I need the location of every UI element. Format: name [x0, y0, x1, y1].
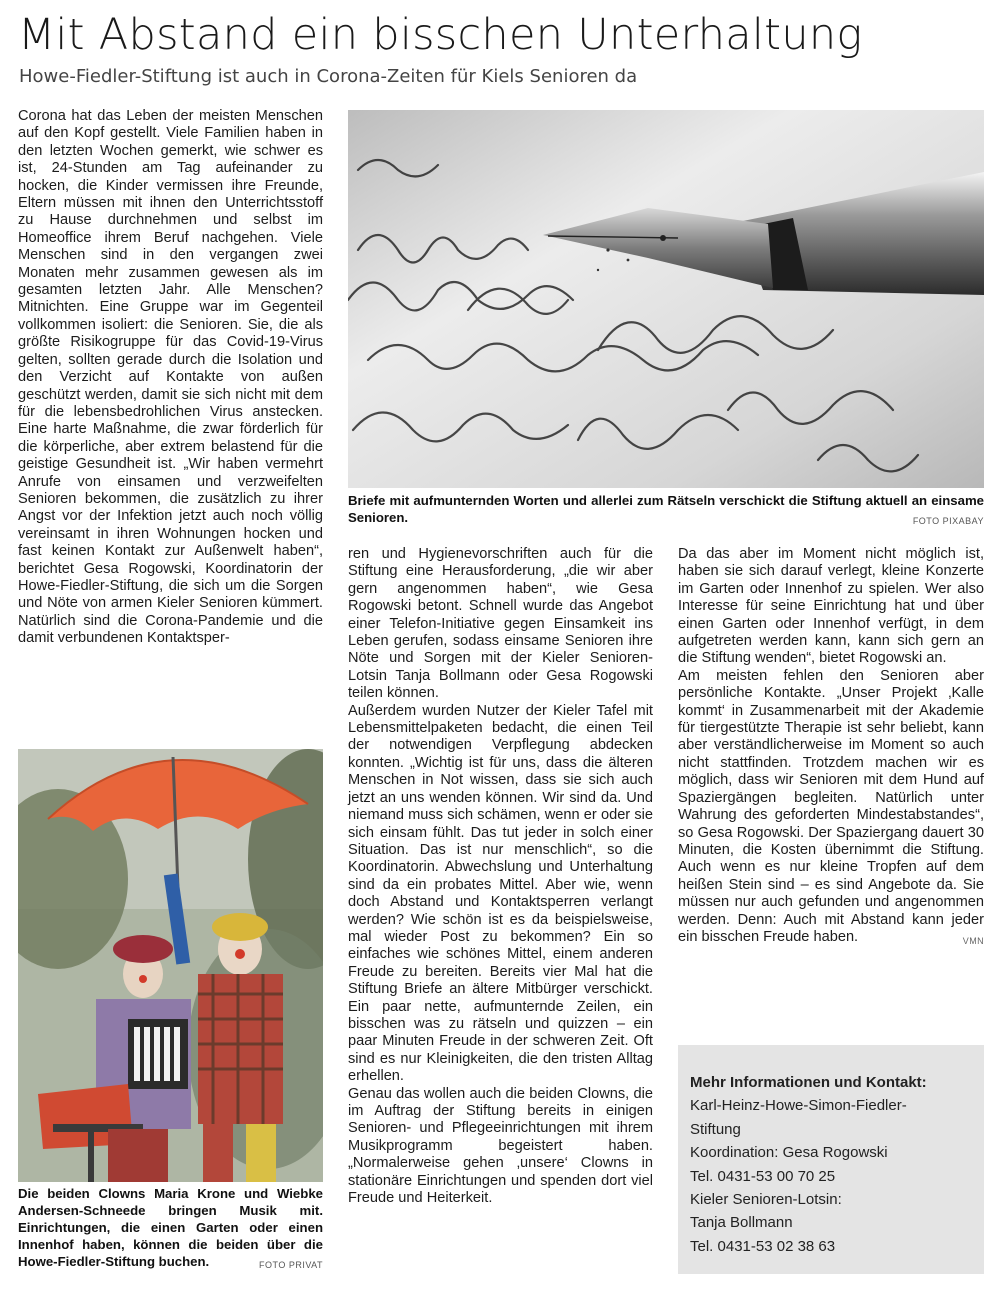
article-column-1: [18, 108, 323, 648]
subline: Howe-Fiedler-Stiftung ist auch in Corona-Zeiten für Kiels Senioren da: [19, 66, 638, 87]
clowns-photo-caption: [18, 1185, 323, 1274]
paragraph: Da das aber im Moment nicht möglich ist, haben sie sich darauf verlegt, kleine Konzerte im Garten oder Innenhof zu spielen. Wer also Interesse für seine Einrichtung hat und über einen Garten oder Innenhof verfügt, in dem aufgetreten werden kann, kann sich gern an die Stiftung wenden“, bietet Rogowski an.: [678, 546, 984, 667]
infobox-line: Koordination: Gesa Rogowski: [690, 1144, 888, 1162]
fountain-pen-photo: [348, 110, 984, 488]
paragraph: ren und Hygienevorschriften auch für die Stiftung eine Herausforderung, „die wir aber gern angenommen haben“, wie Gesa Rogowski betont. Schnell wurde das Angebot einer Telefon-Initiative gegen Einsamkeit ins Leben gerufen, sodass einsame Senioren ihre Nöte und Sorgen mit der Kieler Senioren-Lotsin Tanja Bollmann oder Gesa Rogowski teilen können.: [348, 546, 653, 702]
article-column-3: [678, 546, 984, 950]
pen-photo-caption: [348, 492, 984, 530]
caption-text: Die beiden Clowns Maria Krone und Wiebke Andersen-Schneede bringen Musik mit. Einrichtungen, die einen Garten oder einen Innenhof haben, können die beiden über die Howe-Fiedler-Stiftung buchen.: [18, 1186, 323, 1269]
paragraph: Corona hat das Leben der meisten Menschen auf den Kopf gestellt. Viele Familien haben in den letzten Wochen gemerkt, wie schwer es ist, 24-Stunden am Tag aufeinander zu hocken, die Kinder vermissen ihre Freunde, Eltern müssen mit ihnen den Unterrichtsstoff zu Hause durchnehmen und selbst im Homeoffice ihrem Beruf nachgehen. Viele Menschen sind in den vergangen zwei Monaten mehr zusammen gewesen als im gesamten letzten Jahr. Alle Menschen? Mitnichten. Eine Gruppe war im Gegenteil vollkommen isoliert: die Senioren. Sie, die als größte Risikogruppe für das Covid-19-Virus gelten, sollten gerade durch die Isolation und den Verzicht auf Kontakte von außen geschützt werden, damit sie sich nicht mit dem für die lebensbedrohlichen Virus anstecken. Eine harte Maßnahme, die zwar förderlich für die körperliche, aber extrem belastend für die geistige Gesundheit ist. „Wir haben vermehrt Anrufe von einsamen und verzweifelten Senioren bekommen, die zusätzlich zu ihrer Angst vor der Infektion jetzt auch noch völlig vereinsamt in ihren Wohnungen hocken und fast keinen Kontakt zur Außenwelt haben“, berichtet Gesa Rogowski, Koordinatorin der Howe-Fiedler-Stiftung, die sich um die Sorgen und Nöte von armen Kieler Senioren kümmert. Natürlich sind die Corona-Pandemie und die damit verbundenen Kontaktsper-: [18, 108, 323, 647]
clowns-photo: [18, 749, 323, 1182]
infobox-line: Tanja Bollmann: [690, 1214, 793, 1232]
infobox-line: Kieler Senioren-Lotsin:: [690, 1191, 842, 1209]
infobox-line: Stiftung: [690, 1120, 741, 1138]
infobox-line: Tel. 0431-53 02 38 63: [690, 1237, 836, 1255]
author-signature: VMN: [962, 935, 984, 946]
caption-text: Briefe mit aufmunternden Worten und allerlei zum Rätseln verschickt die Stiftung aktuell an einsame Senioren.: [348, 493, 984, 525]
paragraph-text: Am meisten fehlen den Senioren aber persönliche Kontakte. „Unser Projekt ‚Kalle kommt‘ in Zusammenarbeit mit der Akademie für tiergestützte Therapie ist sehr beliebt, kann aber verständlicherweise im Moment so auch nicht stattfinden. Trotzdem machen wir es möglich, dass wir Senioren mit dem Hund auf Spaziergängen begleiten. Natürlich unter Wahrung des geforderten Mindestabstandes“, so Gesa Rogowski. Der Spaziergang dauert 30 Minuten, die Kosten übernimmt die Stiftung. Auch wenn es nur kleine Tropfen auf dem heißen Stein sind – es sind Angebote da. Sie müssen nur auch gefunden und angenommen werden. Denn: Auch mit Abstand kann jeder ein bisschen Freude haben.: [678, 667, 984, 945]
paragraph: Außerdem wurden Nutzer der Kieler Tafel mit Lebensmittelpaketen bedacht, die einen Teil der notwendigen Verpflegung abdecken konnten. „Wichtig ist für uns, dass die älteren Menschen in Not wissen, dass sie sich auch jetzt an uns wenden können. Wir sind da. Und niemand muss sich schämen, wenn er oder sie sich einsam fühlt. Das tut jeder in solch einer Situation. Das ist nur menschlich“, so die Koordinatorin. Abwechslung und Unterhaltung sind da ein probates Mittel. Aber wie, wenn doch Abstand und Kontaktsperren verlangt werden? Wie schön ist es da beispielsweise, mal wieder Post zu bekommen? Ein so einfaches wie schönes Mittel, einem anderen Freude zu bereiten. Bereits vier Mal hat die Stiftung Briefe an ältere Mitbürger verschickt. Ein paar nette, aufmunternde Zeilen, ein bisschen was zu rätseln und quizzen – ein paar Minuten Freude in der schweren Zeit. Oft sind es nur Kleinigkeiten, die den tristen Alltag erhellen.: [348, 702, 653, 1085]
infobox-line: Tel. 0431-53 00 70 25: [690, 1167, 836, 1185]
paragraph: [678, 668, 984, 947]
paragraph: Genau das wollen auch die beiden Clowns, die im Auftrag der Stiftung bereits in einigen Senioren- und Pflegeeinrichtungen mit ihrem Musikprogramm begeistert haben. „Normalerweise gehen ‚unsere‘ Clowns in stationäre Einrichtungen und spenden dort viel Freude und Heiterkeit.: [348, 1085, 653, 1207]
photo-credit: FOTO PRIVAT: [258, 1260, 323, 1270]
infobox-line: Karl-Heinz-Howe-Simon-Fiedler-: [690, 1097, 907, 1115]
contact-infobox: [678, 1045, 984, 1274]
headline: Mit Abstand ein bisschen Unterhaltung: [18, 10, 863, 60]
photo-credit: FOTO PIXABAY: [912, 516, 984, 526]
infobox-title: Mehr Informationen und Kontakt:: [690, 1074, 927, 1091]
article-column-2: [348, 546, 653, 1207]
